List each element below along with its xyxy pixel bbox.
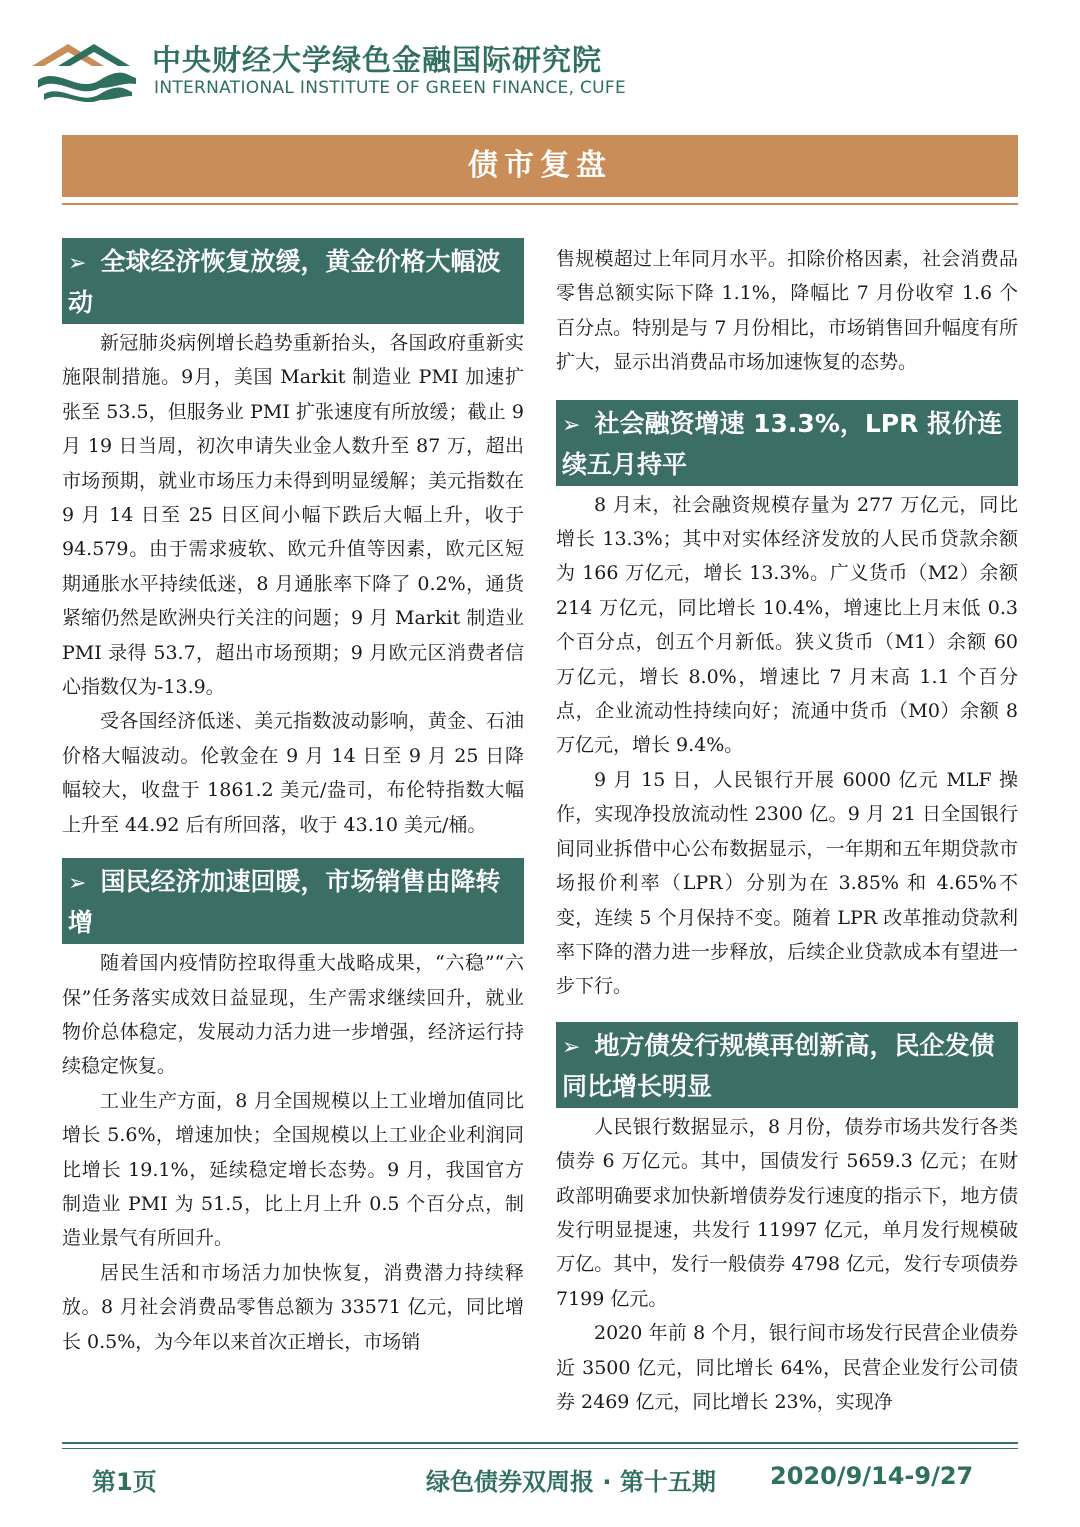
paragraph: 人民银行数据显示，8 月份，债券市场共发行各类债券 6 万亿元。其中，国债发行 5659.3 亿元；在财政部明确要求加快新增债券发行速度的指示下，地方债发行明显提速，共发行 11997 亿元，单月发行规模破万亿。其中，发行一般债券 4798 亿元，发行专项债券 7199 亿元。 (556, 1115, 1018, 1310)
paragraph-continued: 售规模超过上年同月水平。扣除价格因素，社会消费品零售总额实际下降 1.1%，降幅比 7 月份收窄 1.6 个百分点。特别是与 7 月份相比，市场销售回升幅度有所扩大，显示出消费品市场加速恢复的态势。 (556, 248, 1018, 374)
date-range: 2020/9/14-9/27 (770, 1462, 974, 1490)
right-column (556, 242, 1018, 1419)
org-name-en: INTERNATIONAL INSTITUTE OF GREEN FINANCE, CUFE (154, 78, 627, 98)
arrow-marker-icon: ➢ (562, 1034, 581, 1060)
left-column (62, 238, 524, 1359)
page-title-banner: 债市复盘 (62, 135, 1018, 197)
footer-divider (62, 1442, 1018, 1444)
paragraph: 随着国内疫情防控取得重大战略成果，“六稳”“六保”任务落实成效日益显现，生产需求继续回升，就业物价总体稳定，发展动力活力进一步增强，经济运行持续稳定恢复。 (62, 952, 524, 1078)
section-heading: ➢ 全球经济恢复放缓，黄金价格大幅波动 (62, 238, 524, 324)
paragraph: 居民生活和市场活力加快恢复，消费潜力持续释放。8 月社会消费品零售总额为 33571 亿元，同比增长 0.5%，为今年以来首次正增长，市场销 (62, 1261, 524, 1353)
org-name-cn: 中央财经大学绿色金融国际研究院 (152, 43, 603, 77)
page-number: 第1页 (92, 1468, 157, 1496)
banner-divider (62, 203, 1018, 205)
publication-title: 绿色债券双周报 · 第十五期 (426, 1468, 716, 1496)
paragraph: 受各国经济低迷、美元指数波动影响，黄金、石油价格大幅波动。伦敦金在 9 月 14 日至 9 月 25 日降幅较大，收盘于 1861.2 美元/盎司，布伦特指数大幅上升至 44.92 后有所回落，收于 43.10 美元/桶。 (62, 710, 524, 836)
paragraph: 2020 年前 8 个月，银行间市场发行民营企业债券近 3500 亿元，同比增长 64%，民营企业发行公司债券 2469 亿元，同比增长 23%，实现净 (556, 1322, 1018, 1413)
footer-divider-thin (62, 1448, 1018, 1449)
paragraph: 新冠肺炎病例增长趋势重新抬头，各国政府重新实施限制措施。9月，美国 Markit 制造业 PMI 加速扩张至 53.5，但服务业 PMI 扩张速度有所放缓；截止 9 月 19 日当周，初次申请失业金人数升至 87 万，超出市场预期，就业市场压力未得到明显缓解；美元指数在 9 月 14 日至 25 日区间小幅下跌后大幅上升，收于 94.579。由于需求疲软、欧元升值等因素，欧元区短期通胀水平持续低迷，8 月通胀率下降了 0.2%，通货紧缩仍然是欧洲央行关注的问题；9 月 Markit 制造业 PMI 录得 53.7，超出市场预期；9 月欧元区消费者信心指数仅为-13.9。 (62, 332, 524, 699)
section-heading: ➢ 地方债发行规模再创新高，民企发债同比增长明显 (556, 1022, 1018, 1108)
iigf-logo-icon (28, 36, 140, 102)
paragraph: 工业生产方面，8 月全国规模以上工业增加值同比增长 5.6%，增速加快；全国规模以上工业企业利润同比增长 19.1%，延续稳定增长态势。9 月，我国官方制造业 PMI 为 51.5，比上月上升 0.5 个百分点，制造业景气有所回升。 (62, 1089, 524, 1250)
paragraph: 8 月末，社会融资规模存量为 277 万亿元，同比增长 13.3%；其中对实体经济发放的人民币贷款余额为 166 万亿元，增长 13.3%。广义货币（M2）余额 214 万亿元，同比增长 10.4%，增速比上月末低 0.3 个百分点，创五个月新低。狭义货币（M1）余额 60 万亿元，增长 8.0%，增速比 7 月末高 1.1 个百分点，企业流动性持续向好；流通中货币（M0）余额 8 万亿元，增长 9.4%。 (556, 493, 1018, 757)
section-heading: ➢ 国民经济加速回暖，市场销售由降转增 (62, 858, 524, 944)
paragraph: 9 月 15 日，人民银行开展 6000 亿元 MLF 操作，实现净投放流动性 2300 亿。9 月 21 日全国银行间同业拆借中心公布数据显示，一年期和五年期贷款市场报价利率（LPR）分别为在 3.85% 和 4.65%不变，连续 5 个月保持不变。随着 LPR 改革推动贷款利率下降的潜力进一步释放，后续企业贷款成本有望进一步下行。 (556, 768, 1018, 998)
arrow-marker-icon: ➢ (68, 251, 87, 276)
page-header (0, 0, 1080, 120)
section-heading: ➢ 社会融资增速 13.3%，LPR 报价连续五月持平 (556, 400, 1018, 486)
arrow-marker-icon: ➢ (68, 871, 87, 897)
arrow-marker-icon: ➢ (562, 412, 581, 438)
